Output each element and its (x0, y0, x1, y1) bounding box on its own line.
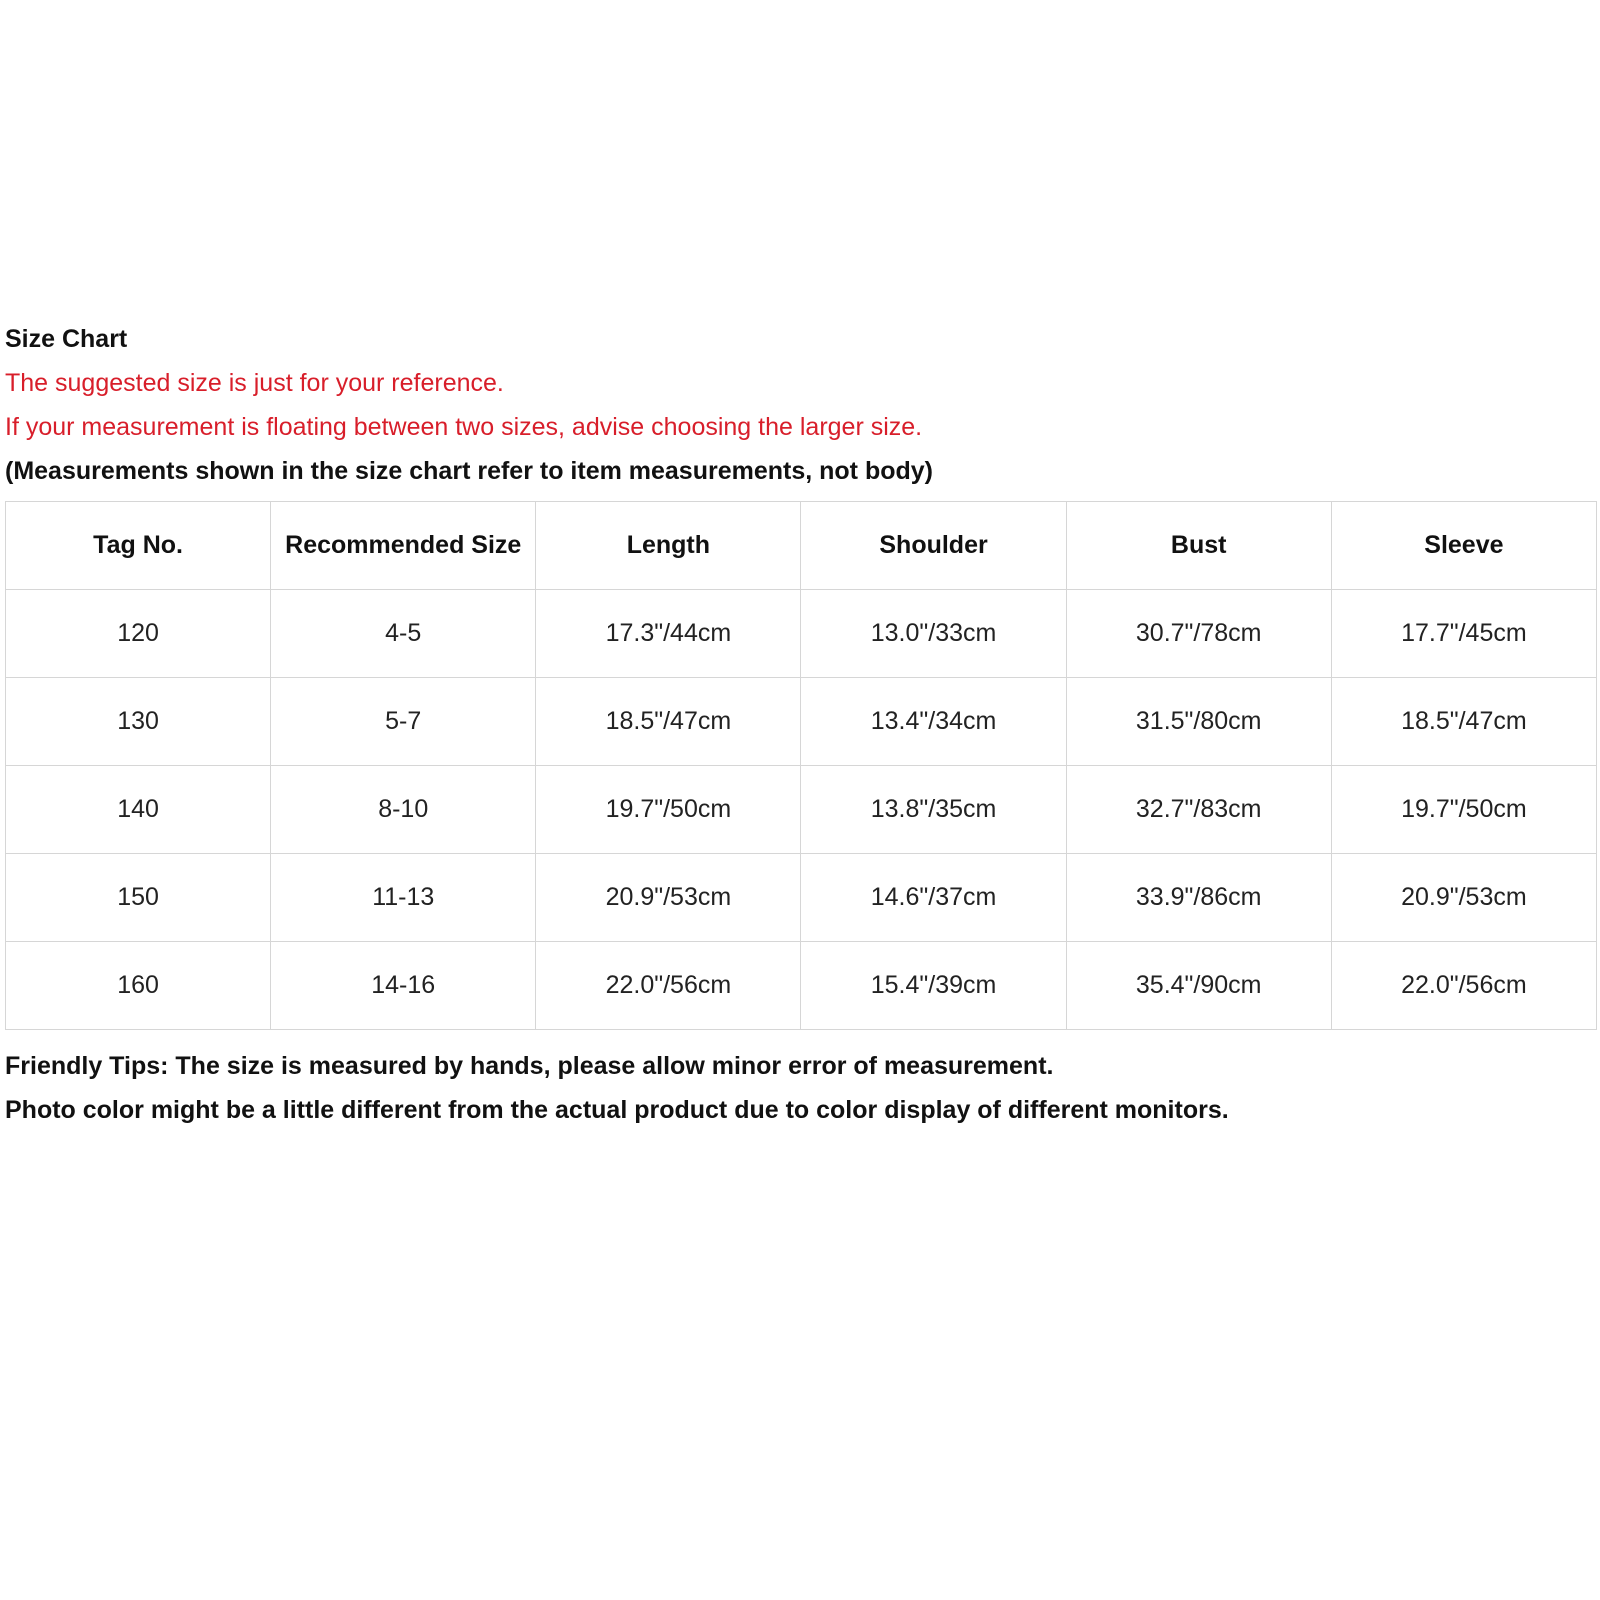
table-cell-bust: 32.7"/83cm (1066, 766, 1331, 854)
table-header-row (6, 502, 1597, 590)
table-cell-recommended-size: 14-16 (271, 942, 536, 1030)
table-cell-bust: 33.9"/86cm (1066, 854, 1331, 942)
table-row (6, 942, 1597, 1030)
column-header-shoulder: Shoulder (801, 502, 1066, 590)
column-header-length: Length (536, 502, 801, 590)
table-cell-recommended-size: 5-7 (271, 678, 536, 766)
table-cell-recommended-size: 4-5 (271, 590, 536, 678)
table-cell-shoulder: 14.6"/37cm (801, 854, 1066, 942)
table-cell-tag-no: 140 (6, 766, 271, 854)
table-cell-tag-no: 120 (6, 590, 271, 678)
measurement-note: (Measurements shown in the size chart refer to item measurements, not body) (5, 457, 933, 485)
table-cell-tag-no: 130 (6, 678, 271, 766)
friendly-tip-color: Photo color might be a little different from the actual product due to color display of different monitors. (5, 1096, 1229, 1124)
table-cell-sleeve: 19.7"/50cm (1331, 766, 1596, 854)
table-cell-sleeve: 17.7"/45cm (1331, 590, 1596, 678)
table-cell-recommended-size: 11-13 (271, 854, 536, 942)
column-header-recommended-size: Recommended Size (271, 502, 536, 590)
column-header-tag-no: Tag No. (6, 502, 271, 590)
size-chart-section (5, 317, 1597, 1132)
sizing-advice-note: If your measurement is floating between two sizes, advise choosing the larger size. (5, 413, 923, 441)
table-row (6, 854, 1597, 942)
table-cell-sleeve: 20.9"/53cm (1331, 854, 1596, 942)
size-table (5, 501, 1597, 1030)
table-cell-sleeve: 18.5"/47cm (1331, 678, 1596, 766)
table-cell-length: 18.5"/47cm (536, 678, 801, 766)
page-title: Size Chart (5, 325, 128, 353)
table-row (6, 766, 1597, 854)
table-cell-bust: 30.7"/78cm (1066, 590, 1331, 678)
table-cell-sleeve: 22.0"/56cm (1331, 942, 1596, 1030)
friendly-tip-measurement: Friendly Tips: The size is measured by hands, please allow minor error of measurement. (5, 1052, 1054, 1080)
table-cell-length: 19.7"/50cm (536, 766, 801, 854)
table-cell-length: 22.0"/56cm (536, 942, 801, 1030)
table-row (6, 678, 1597, 766)
table-cell-shoulder: 13.4"/34cm (801, 678, 1066, 766)
table-cell-length: 17.3"/44cm (536, 590, 801, 678)
table-row (6, 590, 1597, 678)
table-cell-tag-no: 150 (6, 854, 271, 942)
table-cell-recommended-size: 8-10 (271, 766, 536, 854)
table-cell-bust: 35.4"/90cm (1066, 942, 1331, 1030)
table-cell-shoulder: 13.8"/35cm (801, 766, 1066, 854)
column-header-bust: Bust (1066, 502, 1331, 590)
table-cell-bust: 31.5"/80cm (1066, 678, 1331, 766)
table-cell-shoulder: 13.0"/33cm (801, 590, 1066, 678)
table-cell-length: 20.9"/53cm (536, 854, 801, 942)
column-header-sleeve: Sleeve (1331, 502, 1596, 590)
table-cell-shoulder: 15.4"/39cm (801, 942, 1066, 1030)
table-cell-tag-no: 160 (6, 942, 271, 1030)
reference-note: The suggested size is just for your reference. (5, 369, 504, 397)
